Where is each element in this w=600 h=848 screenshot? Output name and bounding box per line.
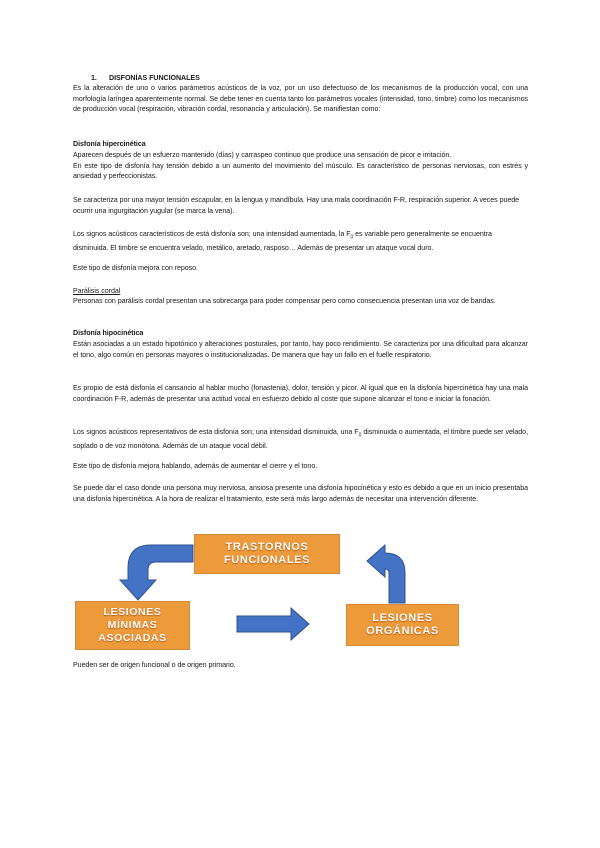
- box-top-line-2: FUNCIONALES: [223, 554, 311, 566]
- paralisis-heading: Parálisis cordal: [73, 287, 121, 295]
- arrow-left-to-right: [237, 608, 309, 640]
- hiper-paragraph-4: Este tipo de disfonía mejora con reposo.: [73, 264, 198, 272]
- section-number: 1.: [91, 74, 97, 82]
- hiper-p3-sub: 0: [350, 234, 354, 241]
- hipo-p3-after: disminuida o aumentada, el timbre puede ser velado, soplado o de voz monótona. Además de un ataque vocal débil.: [73, 428, 528, 450]
- hiper-p3-before: Los signos acústicos característicos de está disfonía son; una intensidad aumentada, la F: [73, 230, 351, 238]
- hipo-p3-sub: 0: [358, 432, 362, 439]
- footer-paragraph: Pueden ser de origen funcional o de origen primario.: [73, 661, 236, 669]
- hipo-paragraph-2: Es propio de está disfonía el cansancio al hablar mucho (fonastenia), dolor, tensión y picor. Al igual que en la disfonía hipercinética hay una mala coordinación F-R, además de presentar una actitud vocal en esfuerzo debido al coste que supone alcanzar el tono e iniciar la fonación.: [73, 384, 528, 403]
- box-top-line-1: TRASTORNOS: [225, 541, 309, 553]
- hipo-paragraph-4: Este tipo de disfonía mejora hablando, además de aumentar el cierre y el tono.: [73, 462, 318, 470]
- hipo-paragraph-5: Se puede dar el caso donde una persona muy nerviosa, ansiosa presente una disfonía hipocinética y esto es debido a que en un inicio presentaba una disfonía hipercinética. A la hora de realizar el tratamiento, este será más largo además de necesitar una intervención diferente.: [73, 484, 528, 503]
- hipo-paragraph-1: Están asociadas a un estado hipotónico y alteraciones posturales, por tanto, hay poco rendimiento. Se caracteriza por una dificultad para alcanzar el tono, algo común en personas mayores o institucionalizadas. De manera que hay un fallo en el fuelle respiratorio.: [73, 340, 528, 359]
- hipo-p3-before: Los signos acústicos representativos de esta disfonía son; una intensidad disminuida, una F: [73, 428, 359, 436]
- hipo-heading: Disfonía hipocinética: [73, 329, 144, 337]
- hiper-p3-after: es variable pero generalmente se encuentra disminuida. El timbre se encuentra velado, metálico, aretado, rasposo… Además de presentar un ataque vocal duro.: [73, 230, 492, 252]
- hiper-paragraph-1a: Aparecen después de un esfuerzo mantenido (días) y carraspeo continuo que produce una sensación de picor e irritación.: [73, 151, 452, 159]
- box-left-line-3: ASOCIADAS: [98, 632, 167, 644]
- box-right-line-1: LESIONES: [372, 612, 433, 624]
- hiper-paragraph-2: Se caracteriza por una mayor tensión escapular, en la lengua y mandíbula. Hay una mala coordinación F-R, respiración superior. A veces puede ocurrir una ingurgitación yugular (se marca la vena).: [73, 196, 520, 215]
- box-left-line-2: MÍNIMAS: [107, 619, 158, 631]
- arrow-right-to-top: [367, 545, 405, 603]
- intro-paragraph: Es la alteración de uno o varios parámetros acústicos de la voz, por un uso defectuoso de los mecanismos de la producción vocal, con una morfología laríngea aparentemente normal. Se debe tener en cuenta tanto los parámetros vocales (intensidad, tono, timbre) como los mecanismos de producción vocal (respiración, vibración cordal, resonancia y articulación). Se manifiestan como:: [73, 84, 528, 114]
- arrow-top-to-left: [120, 545, 193, 600]
- box-left-line-1: LESIONES: [103, 606, 162, 618]
- box-trastornos-funcionales: [194, 534, 340, 574]
- section-title: DISFONÍAS FUNCIONALES: [109, 74, 200, 82]
- hiper-heading: Disfonía hipercinética: [73, 140, 146, 148]
- box-lesiones-minimas-asociadas: [75, 601, 190, 650]
- box-right-line-2: ORGÁNICAS: [366, 625, 439, 637]
- hiper-paragraph-1b: En este tipo de disfonía hay tensión debido a un aumento del movimiento del músculo. Es característico de personas nerviosas, con estrés y ansiedad y perfeccionistas.: [73, 161, 528, 181]
- box-lesiones-organicas: [346, 604, 459, 646]
- paralisis-paragraph: Personas con parálisis cordal presentan una sobrecarga para poder compensar pero como consecuencia presentan una voz de bandas.: [73, 297, 496, 305]
